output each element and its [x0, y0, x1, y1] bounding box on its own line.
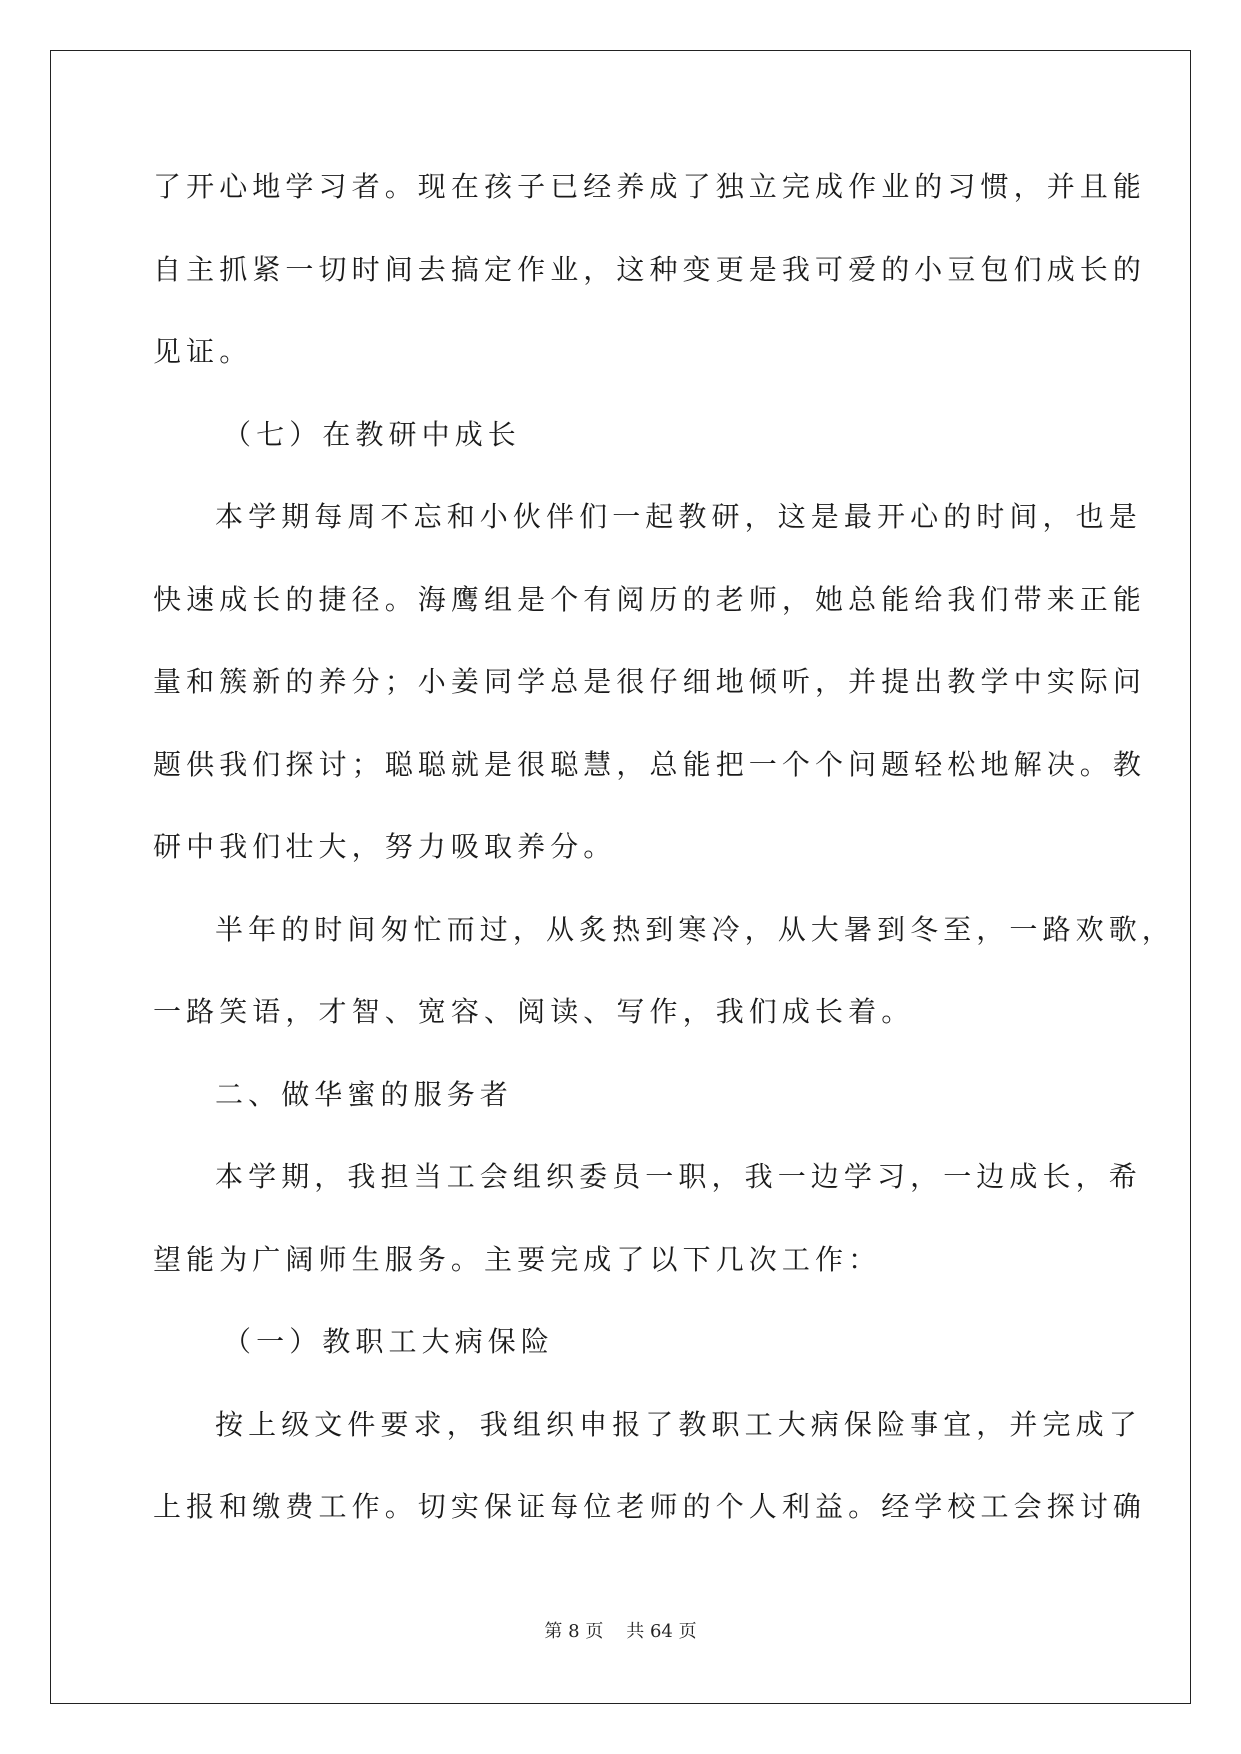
section-heading: 二、做华蜜的服务者	[215, 1077, 513, 1111]
paragraph-start-line: 按上级文件要求，我组织申报了教职工大病保险事宜，并完成了	[215, 1407, 1142, 1441]
text-line: 上报和缴费工作。切实保证每位老师的个人利益。经学校工会探讨确	[153, 1490, 1147, 1523]
text-line: 研中我们壮大，努力吸取养分。	[153, 830, 617, 863]
text-line: 望能为广阔师生服务。主要完成了以下几次工作：	[153, 1242, 882, 1276]
text-line: 一路笑语，才智、宽容、阅读、写作，我们成长着。	[153, 995, 915, 1028]
text-line: 量和簇新的养分；小姜同学总是很仔细地倾听，并提出教学中实际问	[153, 665, 1147, 698]
paragraph-start-line: 半年的时间匆忙而过，从炙热到寒冷，从大暑到冬至，一路欢歌，	[215, 912, 1175, 946]
section-heading: （七）在教研中成长	[223, 417, 521, 451]
page-number: 第 8 页	[544, 1621, 604, 1642]
text-line: 快速成长的捷径。海鹰组是个有阅历的老师，她总能给我们带来正能	[153, 582, 1147, 616]
text-line: 了开心地学习者。现在孩子已经养成了独立完成作业的习惯，并且能	[153, 170, 1147, 203]
document-body	[153, 157, 1175, 1560]
page-footer	[0, 1617, 1241, 1643]
page-total: 共 64 页	[626, 1621, 697, 1642]
paragraph-start-line: 本学期，我担当工会组织委员一职，我一边学习，一边成长，希	[215, 1160, 1142, 1193]
text-line: 见证。	[153, 335, 253, 368]
paragraph-start-line: 本学期每周不忘和小伙伴们一起教研，这是最开心的时间，也是	[215, 500, 1142, 533]
section-heading: （一）教职工大病保险	[223, 1325, 555, 1358]
text-line: 题供我们探讨；聪聪就是很聪慧，总能把一个个问题轻松地解决。教	[153, 747, 1147, 781]
text-line: 自主抓紧一切时间去搞定作业，这种变更是我可爱的小豆包们成长的	[153, 252, 1147, 286]
